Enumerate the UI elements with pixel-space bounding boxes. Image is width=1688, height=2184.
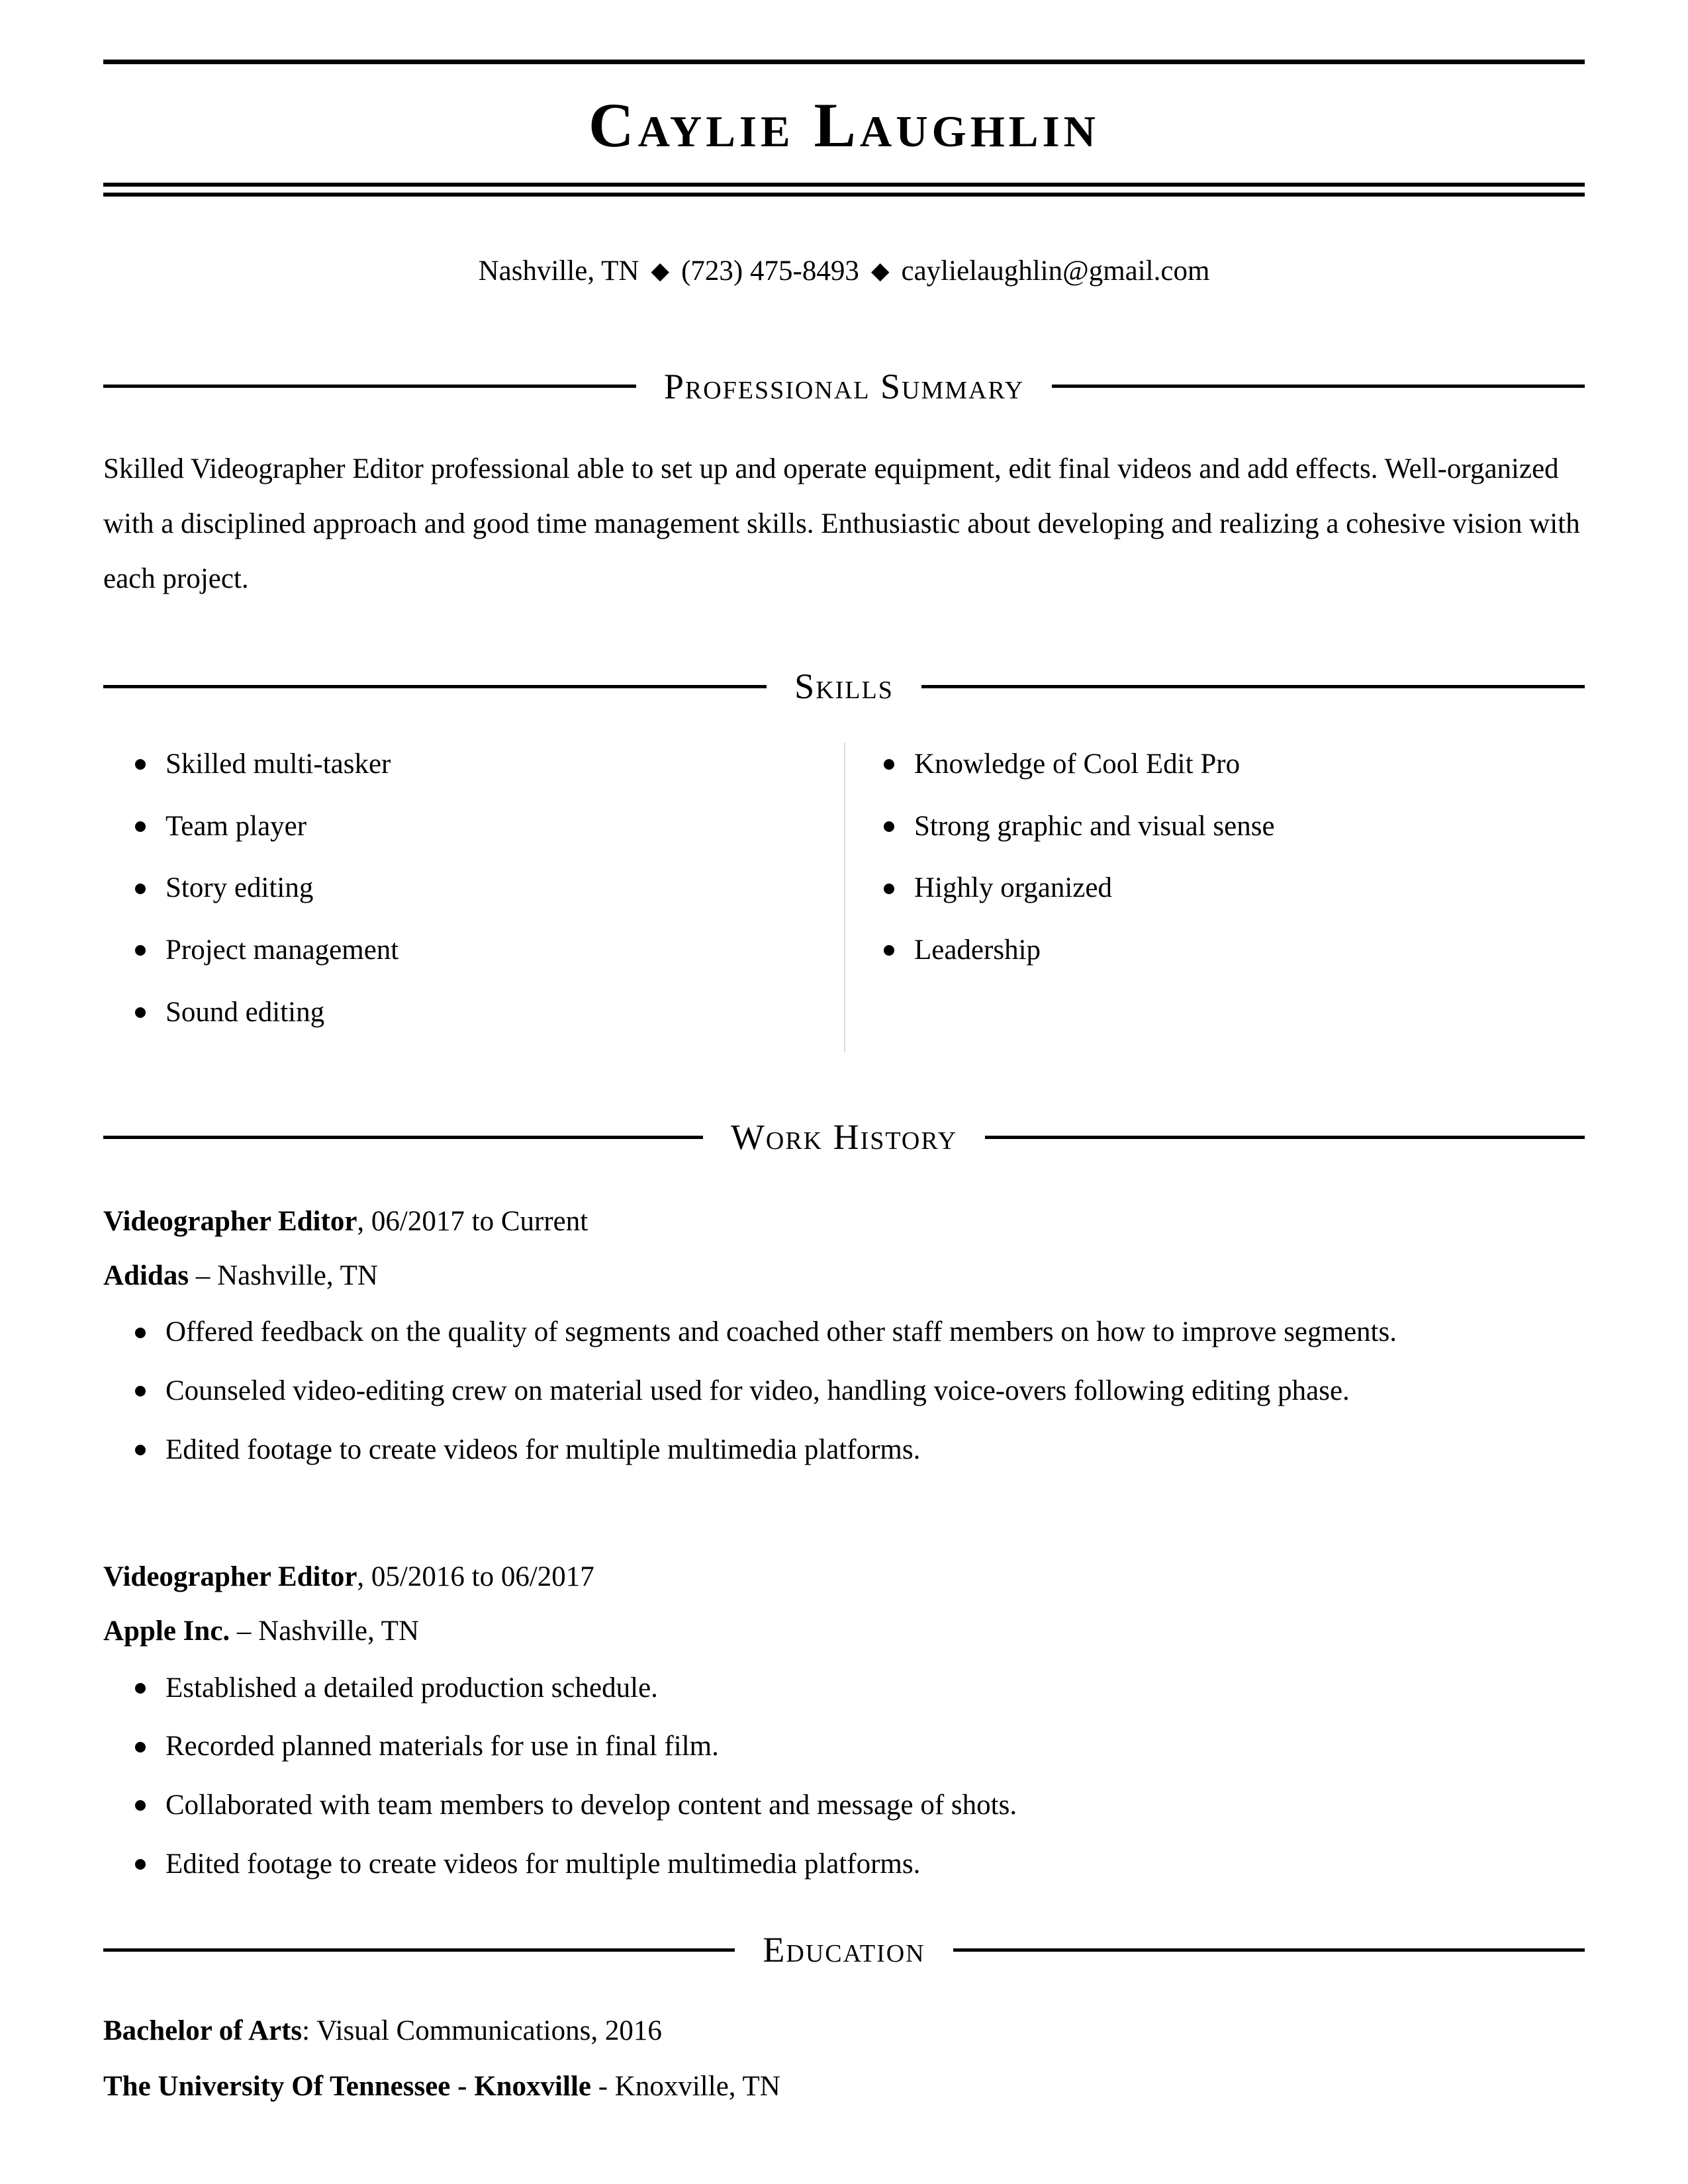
bullet-icon <box>135 1859 146 1870</box>
job-bullet-list <box>103 1666 1585 1887</box>
section-header-skills <box>103 665 1585 708</box>
section-rule-left <box>103 385 636 388</box>
job-company-line <box>103 1249 1585 1303</box>
skills-column-left <box>103 743 844 1052</box>
job-location: – Nashville, TN <box>189 1259 378 1291</box>
section-title-education: Education <box>763 1930 925 1970</box>
bullet-icon <box>884 884 894 894</box>
section-title-summary: Professional Summary <box>663 366 1025 406</box>
bullet-icon <box>884 759 894 770</box>
section-header-summary <box>103 365 1585 408</box>
skill-label: Skilled multi-tasker <box>165 749 391 780</box>
skill-label: Strong graphic and visual sense <box>914 810 1275 842</box>
section-rule-left <box>103 1948 735 1952</box>
skill-label: Knowledge of Cool Edit Pro <box>914 749 1241 780</box>
education-block <box>103 2003 1585 2115</box>
diamond-separator-icon: ◆ <box>651 257 670 284</box>
list-item <box>135 1666 1585 1711</box>
list-item <box>135 1369 1585 1414</box>
job-entry <box>103 1550 1585 1886</box>
list-item <box>135 929 844 973</box>
list-item <box>884 743 1585 787</box>
job-location: – Nashville, TN <box>230 1615 419 1647</box>
bullet-icon <box>135 759 146 770</box>
section-header-work-history <box>103 1116 1585 1159</box>
top-rule <box>103 60 1585 64</box>
education-school: The University Of Tennessee - Knoxville <box>103 2070 591 2102</box>
job-bullet-text: Recorded planned materials for use in final film. <box>165 1731 719 1762</box>
job-dates: , 06/2017 to Current <box>357 1206 588 1238</box>
section-rule-right <box>985 1136 1585 1139</box>
section-title-work-history: Work History <box>730 1117 958 1158</box>
skill-label: Leadership <box>914 934 1041 966</box>
skills-grid <box>103 743 1585 1052</box>
job-entry <box>103 1195 1585 1472</box>
contact-location: Nashville, TN <box>478 255 639 287</box>
list-item <box>135 1725 1585 1769</box>
section-title-skills: Skills <box>794 666 894 707</box>
bullet-icon <box>884 945 894 956</box>
section-rule-right <box>1052 385 1585 388</box>
skill-label: Team player <box>165 810 307 842</box>
job-role-line <box>103 1550 1585 1604</box>
bullet-icon <box>884 821 894 832</box>
job-company: Adidas <box>103 1259 189 1291</box>
summary-paragraph: Skilled Videographer Editor professional able to set up and operate equipment, edit final videos and add effects. Well-organized with a disciplined approach and good time management skills. Enthusiastic about developing and realizing a cohesive vision with each project. <box>103 453 1580 595</box>
education-school-location: - Knoxville, TN <box>590 2070 780 2102</box>
education-degree: Bachelor of Arts <box>103 2015 303 2047</box>
diamond-separator-icon: ◆ <box>870 257 890 284</box>
bullet-icon <box>135 821 146 832</box>
job-role-line <box>103 1195 1585 1249</box>
bullet-icon <box>135 1800 146 1811</box>
job-bullet-text: Established a detailed production schedule. <box>165 1672 658 1704</box>
job-company: Apple Inc. <box>103 1615 230 1647</box>
skill-label: Story editing <box>165 872 314 904</box>
job-bullet-text: Collaborated with team members to develop content and message of shots. <box>165 1790 1017 1821</box>
contact-line <box>103 255 1585 287</box>
bullet-icon <box>135 945 146 956</box>
bullet-icon <box>135 884 146 894</box>
education-school-line <box>103 2059 1585 2115</box>
job-bullet-text: Counseled video-editing crew on material used for video, handling voice-overs following editing phase. <box>165 1375 1350 1407</box>
job-company-line <box>103 1604 1585 1659</box>
bullet-icon <box>135 1683 146 1694</box>
skill-label: Project management <box>165 934 399 966</box>
skill-label: Highly organized <box>914 872 1112 904</box>
list-item <box>884 929 1585 973</box>
bullet-icon <box>135 1328 146 1338</box>
section-rule-left <box>103 1136 703 1139</box>
job-role: Videographer Editor <box>103 1206 357 1238</box>
contact-email: caylielaughlin@gmail.com <box>901 255 1210 287</box>
list-item <box>135 991 844 1035</box>
skill-label: Sound editing <box>165 996 325 1028</box>
list-item <box>884 866 1585 911</box>
list-item <box>135 805 844 849</box>
bullet-icon <box>135 1445 146 1455</box>
bullet-icon <box>135 1386 146 1396</box>
list-item <box>135 1428 1585 1473</box>
section-header-education <box>103 1929 1585 1972</box>
list-item <box>135 1784 1585 1828</box>
section-rule-right <box>921 685 1585 688</box>
job-dates: , 05/2016 to 06/2017 <box>357 1561 594 1593</box>
list-item <box>135 866 844 911</box>
list-item <box>135 743 844 787</box>
job-bullet-text: Edited footage to create videos for multiple multimedia platforms. <box>165 1433 921 1465</box>
job-role: Videographer Editor <box>103 1561 357 1593</box>
list-item <box>884 805 1585 849</box>
bullet-icon <box>135 1007 146 1018</box>
job-bullet-text: Edited footage to create videos for multiple multimedia platforms. <box>165 1848 921 1880</box>
job-bullet-list <box>103 1310 1585 1472</box>
list-item <box>135 1310 1585 1355</box>
bullet-icon <box>135 1742 146 1752</box>
title-double-rule <box>103 183 1585 197</box>
education-degree-detail: : Visual Communications, 2016 <box>302 2015 662 2047</box>
page-title: Caylie Laughlin <box>588 90 1100 160</box>
job-bullet-text: Offered feedback on the quality of segments and coached other staff members on how to improve segments. <box>165 1316 1397 1348</box>
section-rule-left <box>103 685 767 688</box>
list-item <box>135 1843 1585 1887</box>
skills-column-right <box>844 743 1585 1052</box>
contact-phone: (723) 475-8493 <box>681 255 859 287</box>
education-degree-line <box>103 2003 1585 2059</box>
section-rule-right <box>953 1948 1585 1952</box>
